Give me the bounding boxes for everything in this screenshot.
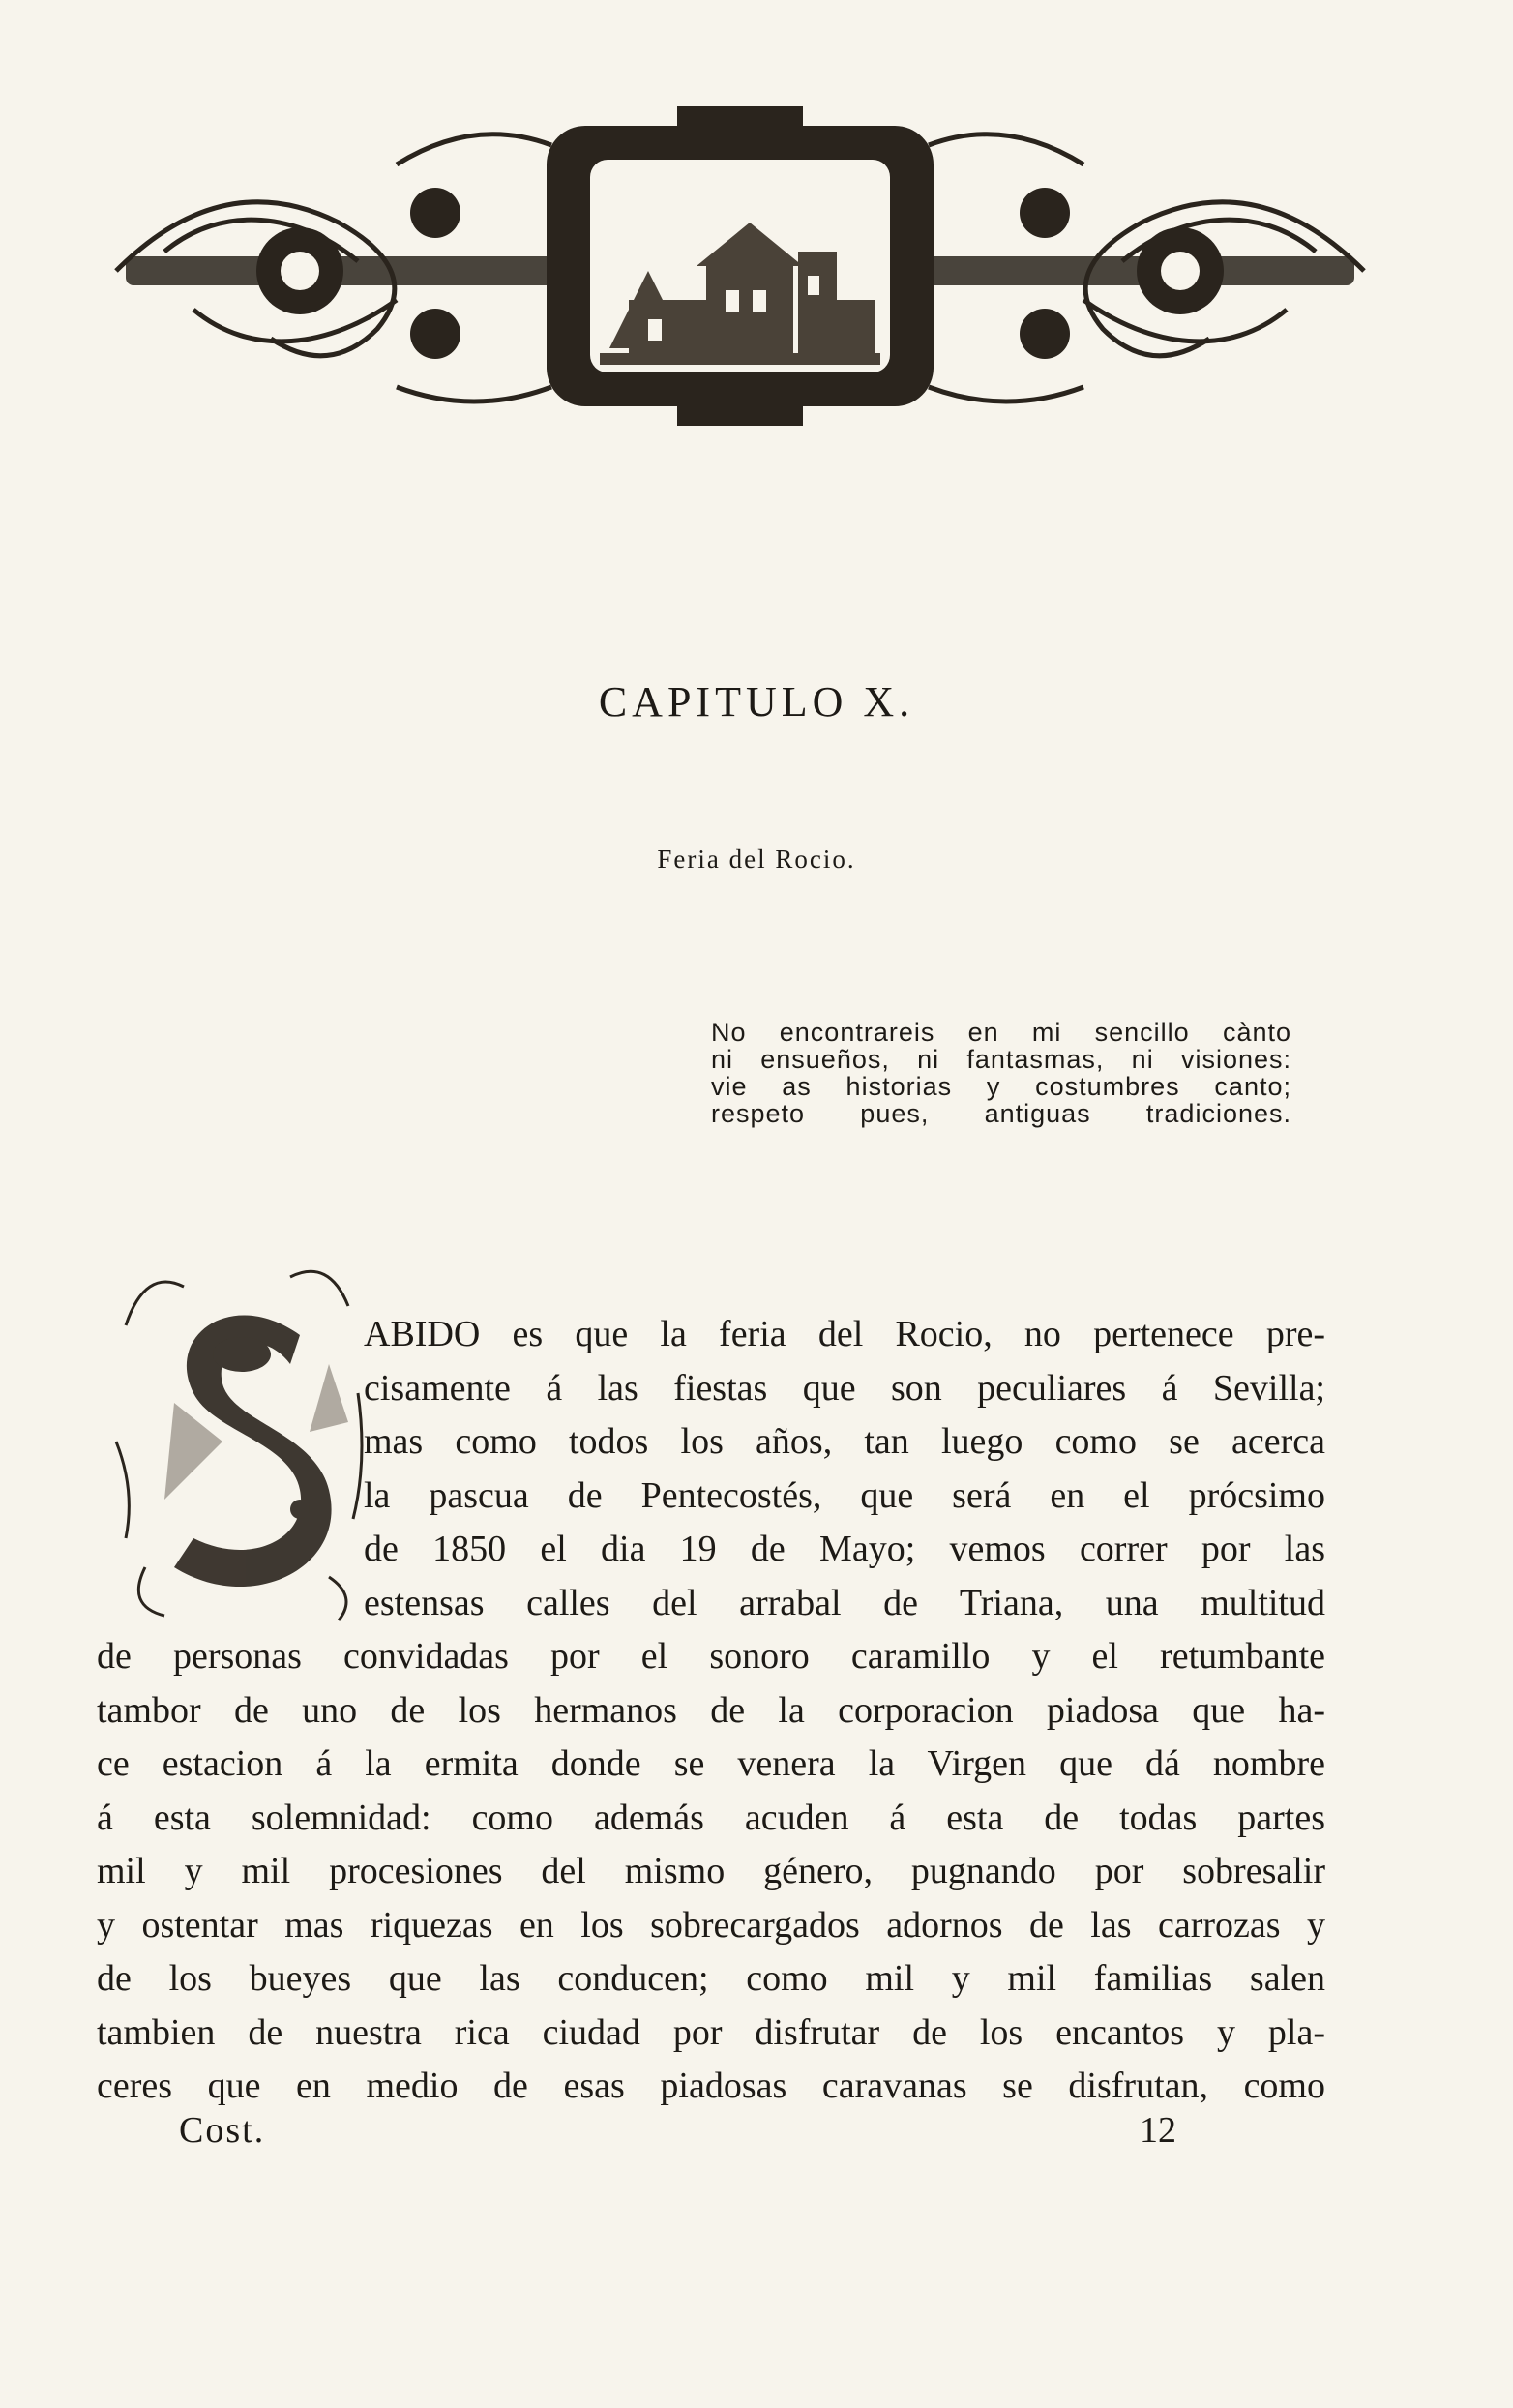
body-line: ce estacion á la ermita donde se venera la Virgen que dá nombre [97, 1743, 1325, 1784]
body-line: á esta solemnidad: como además acuden á esta de todas partes [97, 1797, 1325, 1838]
body-line: tambor de uno de los hermanos de la corporacion piadosa que ha- [97, 1689, 1325, 1731]
body-line: tambien de nuestra rica ciudad por disfrutar de los encantos y pla- [97, 2011, 1325, 2053]
body-line: mil y mil procesiones del mismo género, pugnando por sobresalir [97, 1851, 1325, 1891]
body-text [97, 1308, 1325, 2114]
body-line: la pascua de Pentecostés, que será en el prócsimo [364, 1474, 1325, 1516]
signature-number: 12 [1140, 2110, 1176, 2151]
epigraph-line: vie as historias y costumbres canto; [711, 1072, 1291, 1101]
body-line: de personas convidadas por el sonoro caramillo y el retumbante [97, 1636, 1325, 1677]
body-line: estensas calles del arrabal de Triana, una multitud [364, 1582, 1325, 1623]
body-line: mas como todos los años, tan luego como se acerca [364, 1421, 1325, 1462]
body-line: y ostentar mas riquezas en los sobrecargados adornos de las carrozas y [97, 1904, 1325, 1946]
chapter-subtitle: Feria del Rocio. [657, 845, 856, 874]
body-line: cisamente á las fiestas que son peculiares á Sevilla; [364, 1367, 1325, 1409]
chapter-title: CAPITULO X. [598, 678, 915, 726]
body-line: ABIDO es que la feria del Rocio, no pertenece pre- [364, 1314, 1325, 1354]
epigraph [711, 1019, 1291, 1127]
signature-mark: Cost. [179, 2110, 266, 2151]
body-line: de 1850 el dia 19 de Mayo; vemos correr por las [364, 1529, 1325, 1569]
epigraph-line: respeto pues, antiguas tradiciones. [711, 1099, 1291, 1128]
body-line: ceres que en medio de esas piadosas caravanas se disfrutan, como [97, 2066, 1325, 2106]
epigraph-line: ni ensueños, ni fantasmas, ni visiones: [711, 1045, 1291, 1074]
epigraph-line: No encontrareis en mi sencillo cànto [711, 1018, 1291, 1047]
body-line: de los bueyes que las conducen; como mil y mil familias salen [97, 1958, 1325, 1999]
ornamental-headpiece [106, 106, 1374, 426]
